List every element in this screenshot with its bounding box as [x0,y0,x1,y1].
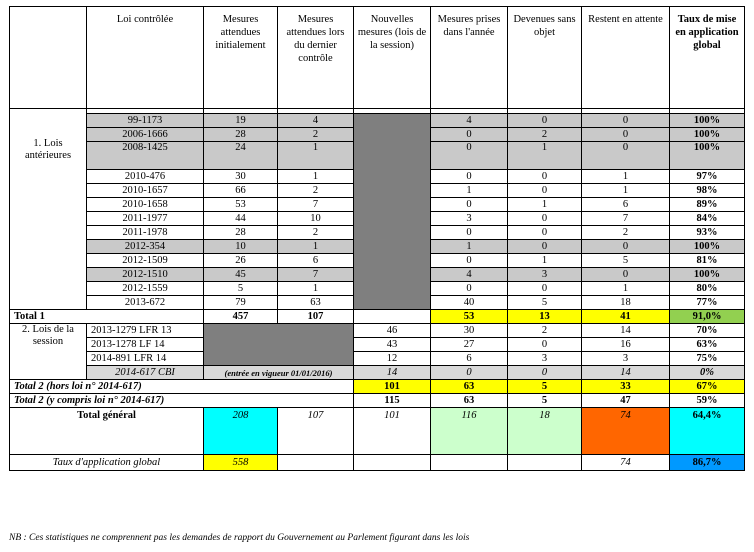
taux-global-label: Taux d'application global [10,455,204,471]
devenues-cell: 3 [508,268,582,282]
devenues-cell: 0 [508,170,582,184]
taux-cell: 100% [670,128,745,142]
total2-incl-taux: 59% [670,394,745,408]
prises-cell: 0 [431,282,508,296]
dernier-cell: 2 [278,226,354,240]
loi-cell: 2010-476 [87,170,204,184]
header-nouvelles: Nouvelles mesures (lois de la session) [354,7,431,109]
total-general-row [10,408,745,455]
attente-cell: 0 [582,142,670,170]
taux-global-empty [431,455,508,471]
total1-row [10,310,745,324]
initial-cell: 66 [204,184,278,198]
devenues-cell: 5 [508,296,582,310]
loi-cell: 2012-1509 [87,254,204,268]
dernier-cell: 1 [278,142,354,170]
initial-cell: 26 [204,254,278,268]
devenues-cell: 2 [508,324,582,338]
attente-cell: 18 [582,296,670,310]
taux-cell: 93% [670,226,745,240]
attente-cell: 0 [582,128,670,142]
total1-devenues: 13 [508,310,582,324]
loi-cell: 2013-672 [87,296,204,310]
cbi-nouvelles: 14 [354,366,431,380]
dernier-cell: 6 [278,254,354,268]
taux-cell: 100% [670,268,745,282]
taux-global-row [10,455,745,471]
section1-label: 1. Lois antérieures [10,114,87,310]
attente-cell: 1 [582,170,670,184]
header-initial: Mesures attendues initialement [204,7,278,109]
attente-cell: 7 [582,212,670,226]
prises-cell: 40 [431,296,508,310]
taux-cell: 100% [670,142,745,170]
prises-cell: 27 [431,338,508,352]
loi-cell: 2012-1510 [87,268,204,282]
devenues-cell: 0 [508,240,582,254]
attente-cell: 1 [582,184,670,198]
cbi-prises: 0 [431,366,508,380]
taux-cell: 63% [670,338,745,352]
nouvelles-cell: 12 [354,352,431,366]
total1-dernier: 107 [278,310,354,324]
total1-attente: 41 [582,310,670,324]
total-general-dernier: 107 [278,408,354,455]
initial-cell: 44 [204,212,278,226]
total2-incl-nouvelles: 115 [354,394,431,408]
total1-label: Total 1 [10,310,204,324]
taux-cell: 77% [670,296,745,310]
prises-cell: 4 [431,114,508,128]
dernier-cell: 1 [278,170,354,184]
taux-cell: 97% [670,170,745,184]
prises-cell: 3 [431,212,508,226]
loi-cell: 2011-1977 [87,212,204,226]
table-row [10,324,745,338]
attente-cell: 6 [582,198,670,212]
total-general-initial: 208 [204,408,278,455]
prises-cell: 0 [431,254,508,268]
devenues-cell: 0 [508,338,582,352]
devenues-cell: 0 [508,212,582,226]
devenues-cell: 1 [508,198,582,212]
prises-cell: 0 [431,226,508,240]
loi-cell: 2013-1278 LF 14 [87,338,204,352]
total1-prises: 53 [431,310,508,324]
dernier-cell: 4 [278,114,354,128]
cbi-taux: 0% [670,366,745,380]
header-devenues: Devenues sans objet [508,7,582,109]
total2-incl-label: Total 2 (y compris loi n° 2014-617) [10,394,354,408]
total2-hors-row [10,380,745,394]
attente-cell: 14 [582,324,670,338]
attente-cell: 16 [582,338,670,352]
devenues-cell: 0 [508,114,582,128]
application-table [9,6,745,471]
nouvelles-blocked-cell [354,114,431,310]
prises-cell: 1 [431,184,508,198]
cbi-loi: 2014-617 CBI [87,366,204,380]
taux-cell: 100% [670,114,745,128]
attente-cell: 0 [582,114,670,128]
total2-hors-devenues: 5 [508,380,582,394]
taux-cell: 100% [670,240,745,254]
devenues-cell: 2 [508,128,582,142]
section2-label: 2. Lois de la session [10,324,87,380]
devenues-cell: 1 [508,254,582,268]
attente-cell: 0 [582,240,670,254]
header-row [10,7,745,109]
dernier-cell: 1 [278,240,354,254]
total1-taux: 91,0% [670,310,745,324]
loi-cell: 2013-1279 LFR 13 [87,324,204,338]
attente-cell: 5 [582,254,670,268]
loi-cell: 2011-1978 [87,226,204,240]
total2-hors-nouvelles: 101 [354,380,431,394]
total2-incl-row [10,394,745,408]
taux-cell: 81% [670,254,745,268]
attente-cell: 0 [582,268,670,282]
taux-global-empty [278,455,354,471]
initial-cell: 28 [204,128,278,142]
initial-cell: 5 [204,282,278,296]
prises-cell: 0 [431,142,508,170]
taux-cell: 89% [670,198,745,212]
dernier-cell: 7 [278,198,354,212]
footnote: NB : Ces statistiques ne comprennent pas les demandes de rapport du Gouvernement au Parlement figurant dans les lois [9,533,470,543]
initial-cell: 24 [204,142,278,170]
loi-cell: 2012-354 [87,240,204,254]
prises-cell: 6 [431,352,508,366]
initial-cell: 53 [204,198,278,212]
total-general-nouvelles: 101 [354,408,431,455]
prises-cell: 1 [431,240,508,254]
total1-nouvelles-empty [354,310,431,324]
header-blank [10,7,87,109]
taux-cell: 75% [670,352,745,366]
loi-cell: 2010-1657 [87,184,204,198]
taux-global-taux: 86,7% [670,455,745,471]
total-general-devenues: 18 [508,408,582,455]
dernier-cell: 10 [278,212,354,226]
initial-cell: 28 [204,226,278,240]
cbi-note: (entrée en vigueur 01/01/2016) [204,366,354,380]
header-loi: Loi contrôlée [87,7,204,109]
total-general-attente: 74 [582,408,670,455]
nouvelles-cell: 46 [354,324,431,338]
header-prises: Mesures prises dans l'année [431,7,508,109]
total1-initial: 457 [204,310,278,324]
prises-cell: 30 [431,324,508,338]
total-general-taux: 64,4% [670,408,745,455]
total-general-prises: 116 [431,408,508,455]
attente-cell: 2 [582,226,670,240]
devenues-cell: 1 [508,142,582,170]
dernier-cell: 2 [278,184,354,198]
total2-incl-attente: 47 [582,394,670,408]
table-row [10,352,745,366]
table-row [10,114,745,128]
attente-cell: 3 [582,352,670,366]
s2-blocked-cell [204,324,354,366]
initial-cell: 30 [204,170,278,184]
dernier-cell: 7 [278,268,354,282]
header-dernier: Mesures attendues lors du dernier contrôle [278,7,354,109]
loi-cell: 2010-1658 [87,198,204,212]
taux-cell: 70% [670,324,745,338]
loi-cell: 2006-1666 [87,128,204,142]
taux-global-empty [508,455,582,471]
total2-incl-prises: 63 [431,394,508,408]
table-row [10,338,745,352]
prises-cell: 4 [431,268,508,282]
dernier-cell: 63 [278,296,354,310]
total2-hors-taux: 67% [670,380,745,394]
taux-global-attente: 74 [582,455,670,471]
total-general-label: Total général [10,408,204,455]
initial-cell: 19 [204,114,278,128]
loi-cell: 99-1173 [87,114,204,128]
taux-cell: 84% [670,212,745,226]
taux-cell: 80% [670,282,745,296]
total2-hors-label: Total 2 (hors loi n° 2014-617) [10,380,354,394]
cbi-row [10,366,745,380]
total2-incl-devenues: 5 [508,394,582,408]
header-attente: Restent en attente [582,7,670,109]
dernier-cell: 1 [278,282,354,296]
cbi-attente: 14 [582,366,670,380]
devenues-cell: 3 [508,352,582,366]
devenues-cell: 0 [508,184,582,198]
taux-cell: 98% [670,184,745,198]
attente-cell: 1 [582,282,670,296]
taux-global-empty [354,455,431,471]
prises-cell: 0 [431,170,508,184]
initial-cell: 10 [204,240,278,254]
loi-cell: 2008-1425 [87,142,204,170]
initial-cell: 45 [204,268,278,282]
loi-cell: 2014-891 LFR 14 [87,352,204,366]
total2-hors-attente: 33 [582,380,670,394]
loi-cell: 2012-1559 [87,282,204,296]
nouvelles-cell: 43 [354,338,431,352]
devenues-cell: 0 [508,226,582,240]
cbi-devenues: 0 [508,366,582,380]
devenues-cell: 0 [508,282,582,296]
header-taux: Taux de mise en application global [670,7,745,109]
taux-global-initial: 558 [204,455,278,471]
prises-cell: 0 [431,198,508,212]
initial-cell: 79 [204,296,278,310]
dernier-cell: 2 [278,128,354,142]
total2-hors-prises: 63 [431,380,508,394]
prises-cell: 0 [431,128,508,142]
